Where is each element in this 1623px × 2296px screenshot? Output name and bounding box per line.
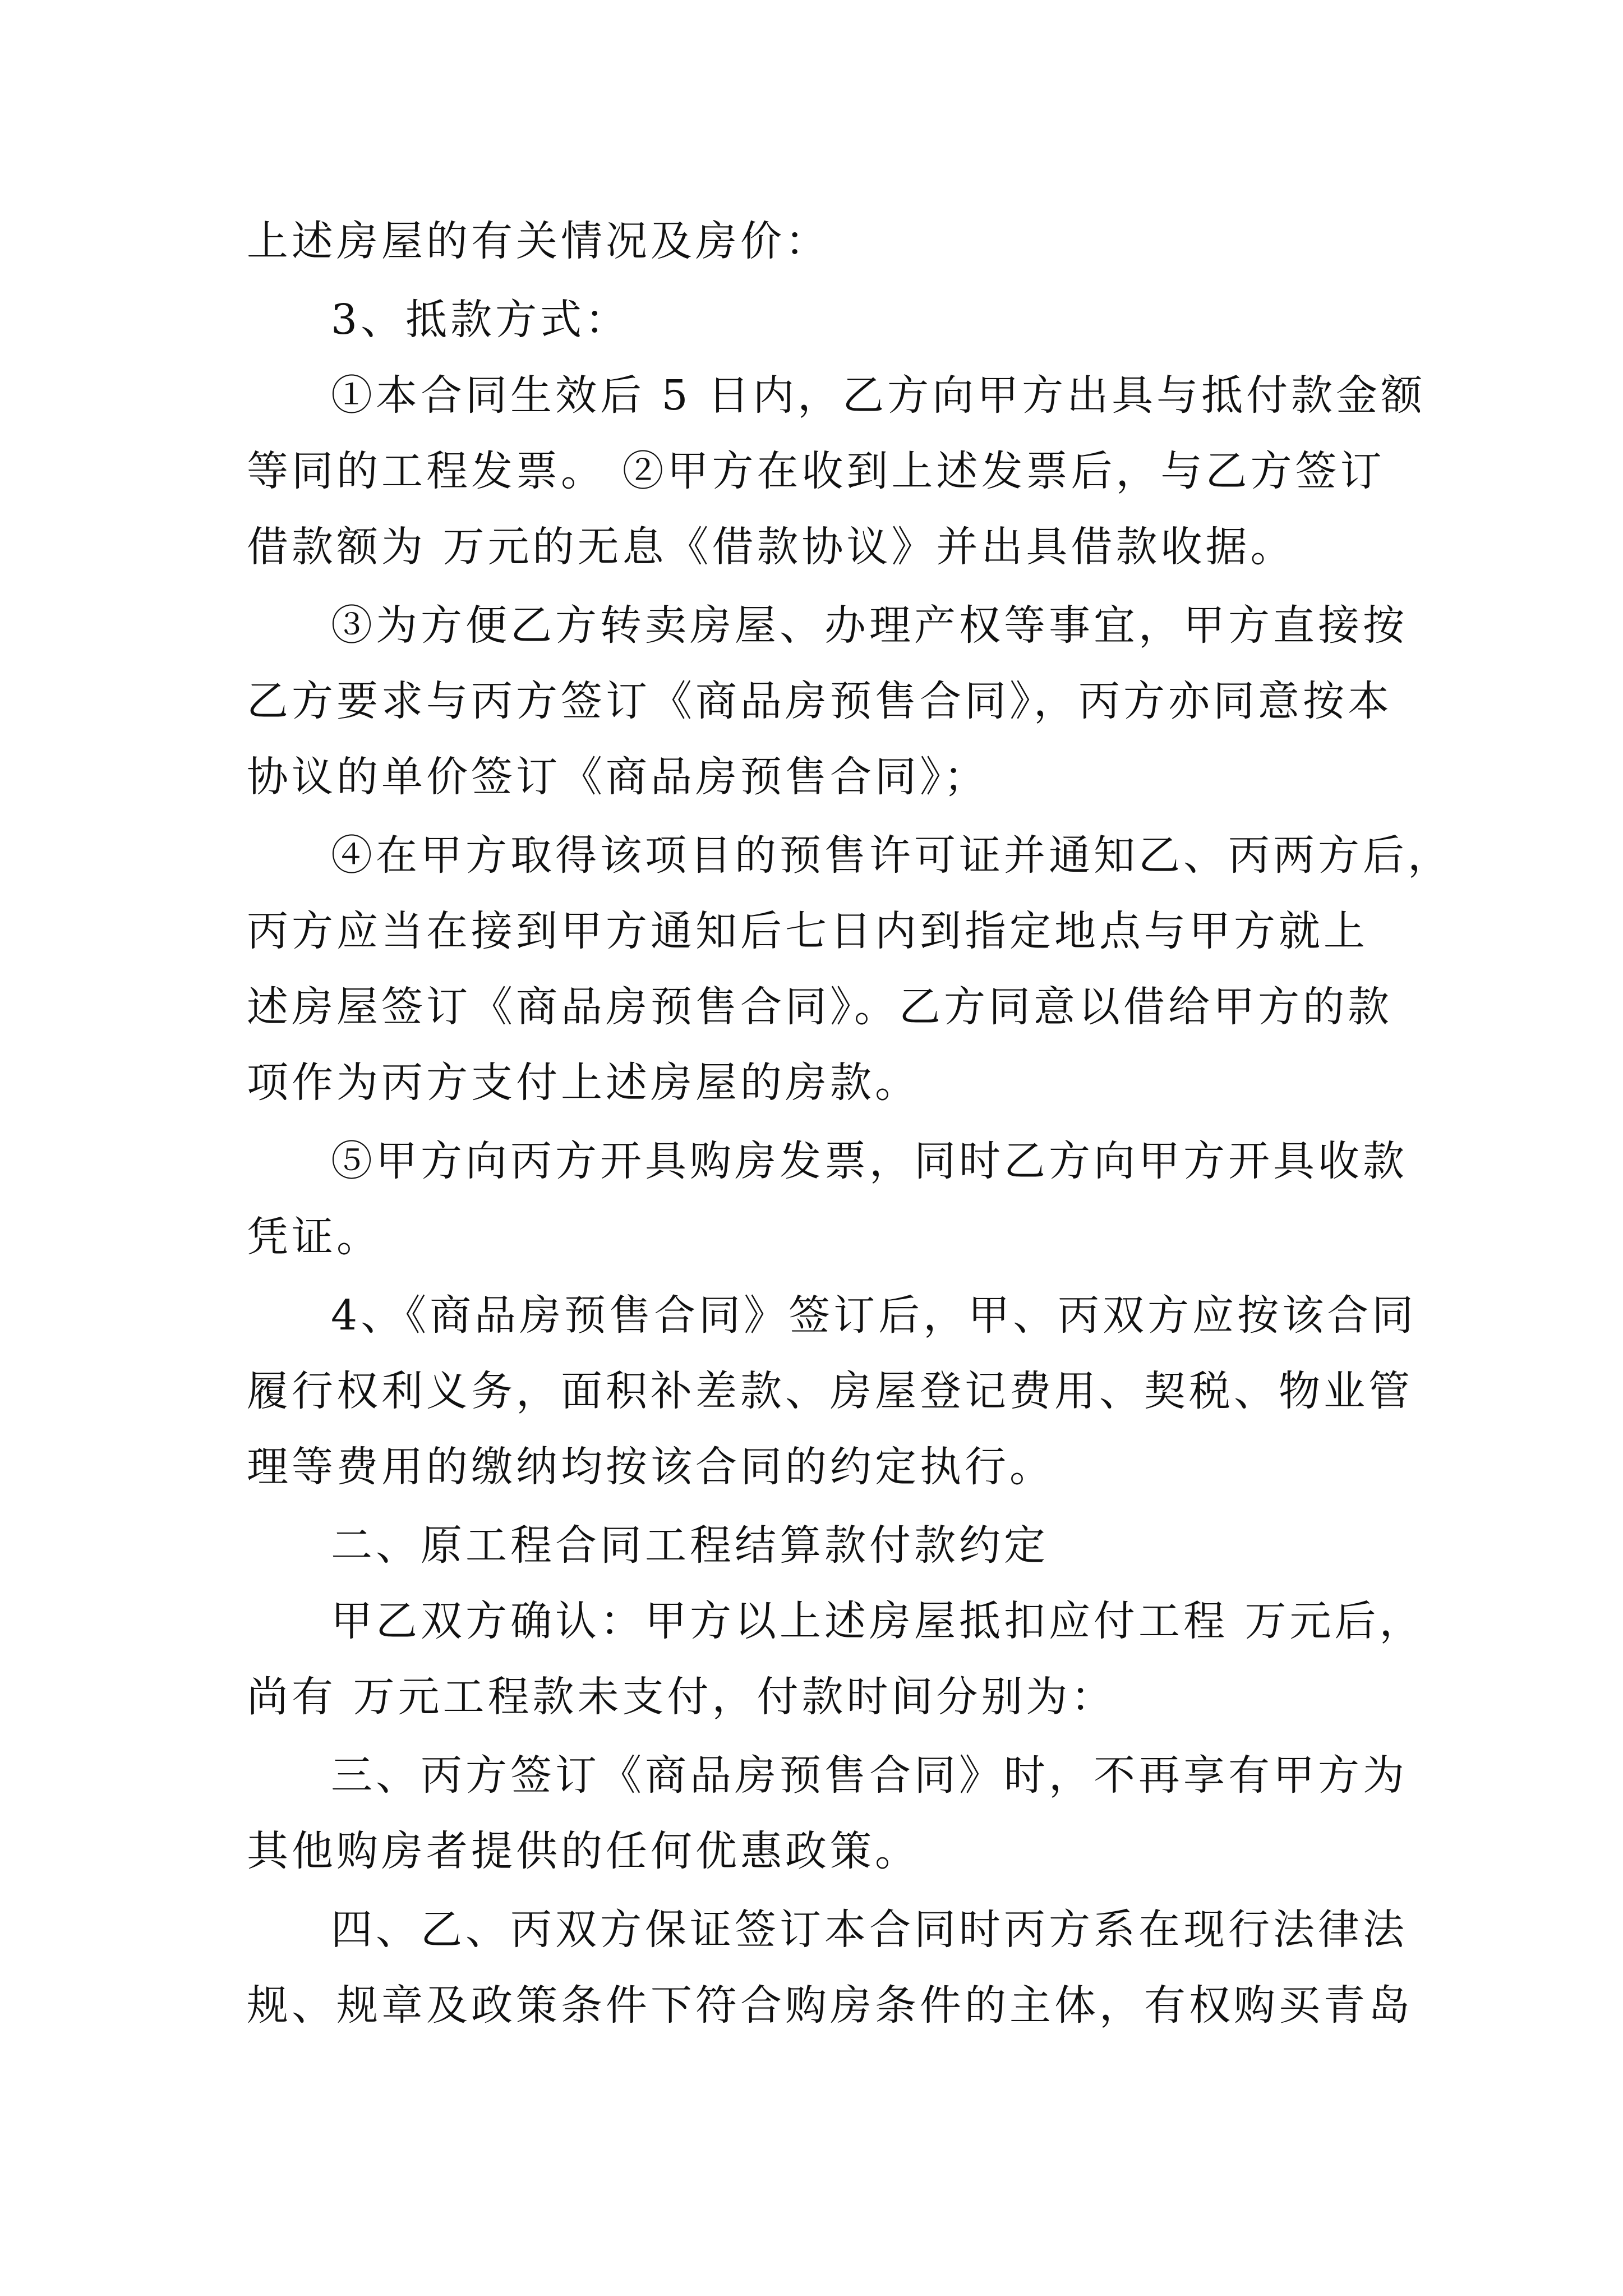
text-line: 上述房屋的有关情况及房价： xyxy=(247,217,830,265)
text-line: 等同的工程发票。 ②甲方在收到上述发票后，与乙方签订 xyxy=(247,447,1385,495)
text-line: ④在甲方取得该项目的预售许可证并通知乙、丙两方后， xyxy=(331,831,1453,880)
text-line: 二、原工程合同工程结算款付款约定 xyxy=(331,1521,1049,1570)
text-line: 乙方要求与丙方签订《商品房预售合同》，丙方亦同意按本 xyxy=(247,677,1393,725)
text-line: ⑤甲方向丙方开具购房发票，同时乙方向甲方开具收款 xyxy=(331,1137,1408,1185)
text-line: ①本合同生效后 5 日内，乙方向甲方出具与抵付款金额 xyxy=(331,371,1426,420)
text-line: 丙方应当在接到甲方通知后七日内到指定地点与甲方就上 xyxy=(247,907,1368,955)
text-line: 项作为丙方支付上述房屋的房款。 xyxy=(247,1059,920,1107)
text-line: 凭证。 xyxy=(247,1213,381,1261)
text-line: 借款额为 万元的无息《借款协议》并出具借款收据。 xyxy=(247,523,1295,571)
text-line: 3、抵款方式： xyxy=(331,296,630,344)
text-line: 尚有 万元工程款未支付，付款时间分别为： xyxy=(247,1673,1116,1721)
text-line: 协议的单价签订《商品房预售合同》； xyxy=(247,753,989,801)
text-line: 四、乙、丙双方保证签订本合同时丙方系在现行法律法 xyxy=(331,1906,1408,1954)
text-line: 述房屋签订《商品房预售合同》。乙方同意以借给甲方的款 xyxy=(247,983,1393,1031)
text-line: 其他购房者提供的任何优惠政策。 xyxy=(247,1827,920,1875)
text-line: ③为方便乙方转卖房屋、办理产权等事宜，甲方直接按 xyxy=(331,601,1408,650)
text-line: 甲乙双方确认：甲方以上述房屋抵扣应付工程 万元后， xyxy=(331,1597,1424,1645)
text-line: 规、规章及政策条件下符合购房条件的主体，有权购买青岛 xyxy=(247,1981,1413,2030)
text-line: 理等费用的缴纳均按该合同的约定执行。 xyxy=(247,1443,1054,1491)
text-line: 履行权利义务，面积补差款、房屋登记费用、契税、物业管 xyxy=(247,1367,1413,1415)
text-line: 三、丙方签订《商品房预售合同》时，不再享有甲方为 xyxy=(331,1751,1408,1800)
text-line: 4、《商品房预售合同》签订后，甲、丙双方应按该合同 xyxy=(331,1291,1417,1340)
